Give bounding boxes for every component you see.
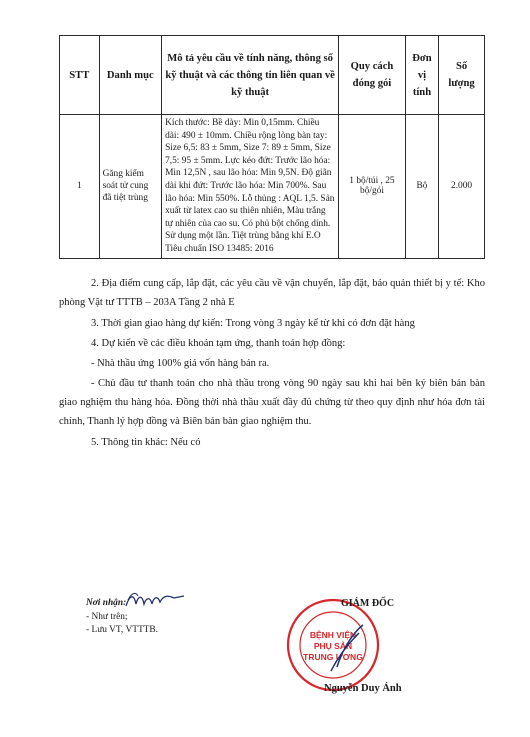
- section-delivery-location: 2. Địa điểm cung cấp, lắp đặt, các yêu cầu về vận chuyển, lắp đặt, bảo quản thiết bị y tế: Kho phòng Vật tư TTTB – 203A Tầng 2 nhà E: [59, 278, 485, 308]
- official-seal: [285, 597, 381, 693]
- header-so-luong: Số lượng: [439, 36, 485, 115]
- table-row: [60, 115, 485, 259]
- signer-name: Nguyễn Duy Ánh: [324, 683, 402, 694]
- header-mo-ta: Mô tả yêu cầu về tính năng, thông số kỹ thuật và các thông tin liên quan về kỹ thuật: [162, 36, 339, 115]
- cell-quy-cach: 1 bộ/túi , 25 bộ/gói: [339, 115, 406, 259]
- recipient-item: - Như trên;: [86, 611, 128, 622]
- header-stt: STT: [60, 36, 100, 115]
- cell-mo-ta: Kích thước: Bề dày: Min 0,15mm. Chiều dài: 490 ± 10mm. Chiều rộng lòng bàn tay: Size 6,5: 83 ± 5mm, Size 7: 89 ± 5mm, Size 7,5: 95 ± 5mm. Lực kéo đứt: Trước lão hóa: Min 12,5N , sau lão hóa: Min 9,5N. Độ giãn dài khi đứt: Trước lão hóa: Min 700%. Sau lão hóa: Min 550%. Lỗ thủng : AQL 1,5. Sản xuất từ latex cao su thiên nhiên, Màu trắng tự nhiên của cao su. Có phủ bột chống dính. Sử dụng một lần. Tiệt trùng bằng khí E.O Tiêu chuẩn ISO 13485: 2016: [162, 115, 339, 259]
- cell-so-luong: 2.000: [439, 115, 485, 259]
- cell-danh-muc: Găng kiểm soát tử cung đã tiệt trùng: [99, 115, 161, 259]
- cell-don-vi: Bộ: [405, 115, 438, 259]
- section-payment-detail: - Chủ đầu tư thanh toán cho nhà thầu trong vòng 90 ngày sau khi hai bên ký biên bản bàn giao nghiệm thu hàng hóa. Đồng thời nhà thầu xuất đầy đủ chứng từ theo quy định như hóa đơn tài chính, Thanh lý hợp đồng và Biên bản bàn giao nghiệm thu.: [59, 378, 485, 427]
- signer-title: GIÁM ĐỐC: [341, 598, 395, 609]
- seal-line: TRUNG ƯƠNG: [303, 652, 363, 662]
- section-advance: - Nhà thầu ứng 100% giá vốn hàng bán ra.: [91, 358, 270, 369]
- seal-line: PHỤ SẢN: [313, 641, 353, 651]
- header-quy-cach: Quy cách đóng gói: [339, 36, 406, 115]
- section-other-info: 5. Thông tin khác: Nếu có: [91, 437, 201, 448]
- section-delivery-time: 3. Thời gian giao hàng dự kiến: Trong vòng 3 ngày kể từ khi có đơn đặt hàng: [91, 318, 415, 329]
- spec-table: [59, 35, 485, 259]
- recipient-signature: [124, 590, 186, 612]
- header-danh-muc: Danh mục: [99, 36, 161, 115]
- header-don-vi: Đơn vị tính: [405, 36, 438, 115]
- recipient-item: - Lưu VT, VTTTB.: [86, 625, 158, 635]
- section-payment-terms: 4. Dự kiến về các điều khoản tạm ứng, thanh toán hợp đồng:: [91, 338, 346, 349]
- table-header-row: [60, 36, 485, 115]
- cell-stt: 1: [60, 115, 100, 259]
- seal-line: BỆNH VIỆN: [309, 630, 357, 640]
- recipients-title: Nơi nhận:: [86, 598, 127, 608]
